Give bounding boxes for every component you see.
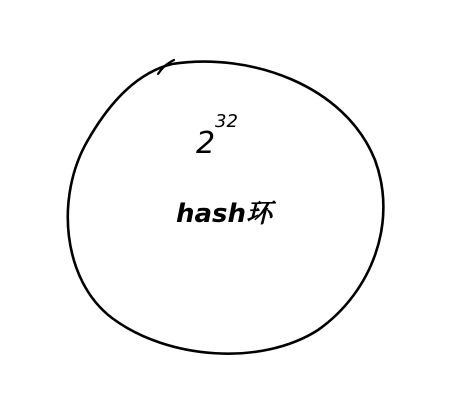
power-base: 2 — [196, 126, 216, 161]
hash-ring-label: hash环 — [176, 199, 273, 229]
power-exponent: 32 — [215, 111, 238, 132]
